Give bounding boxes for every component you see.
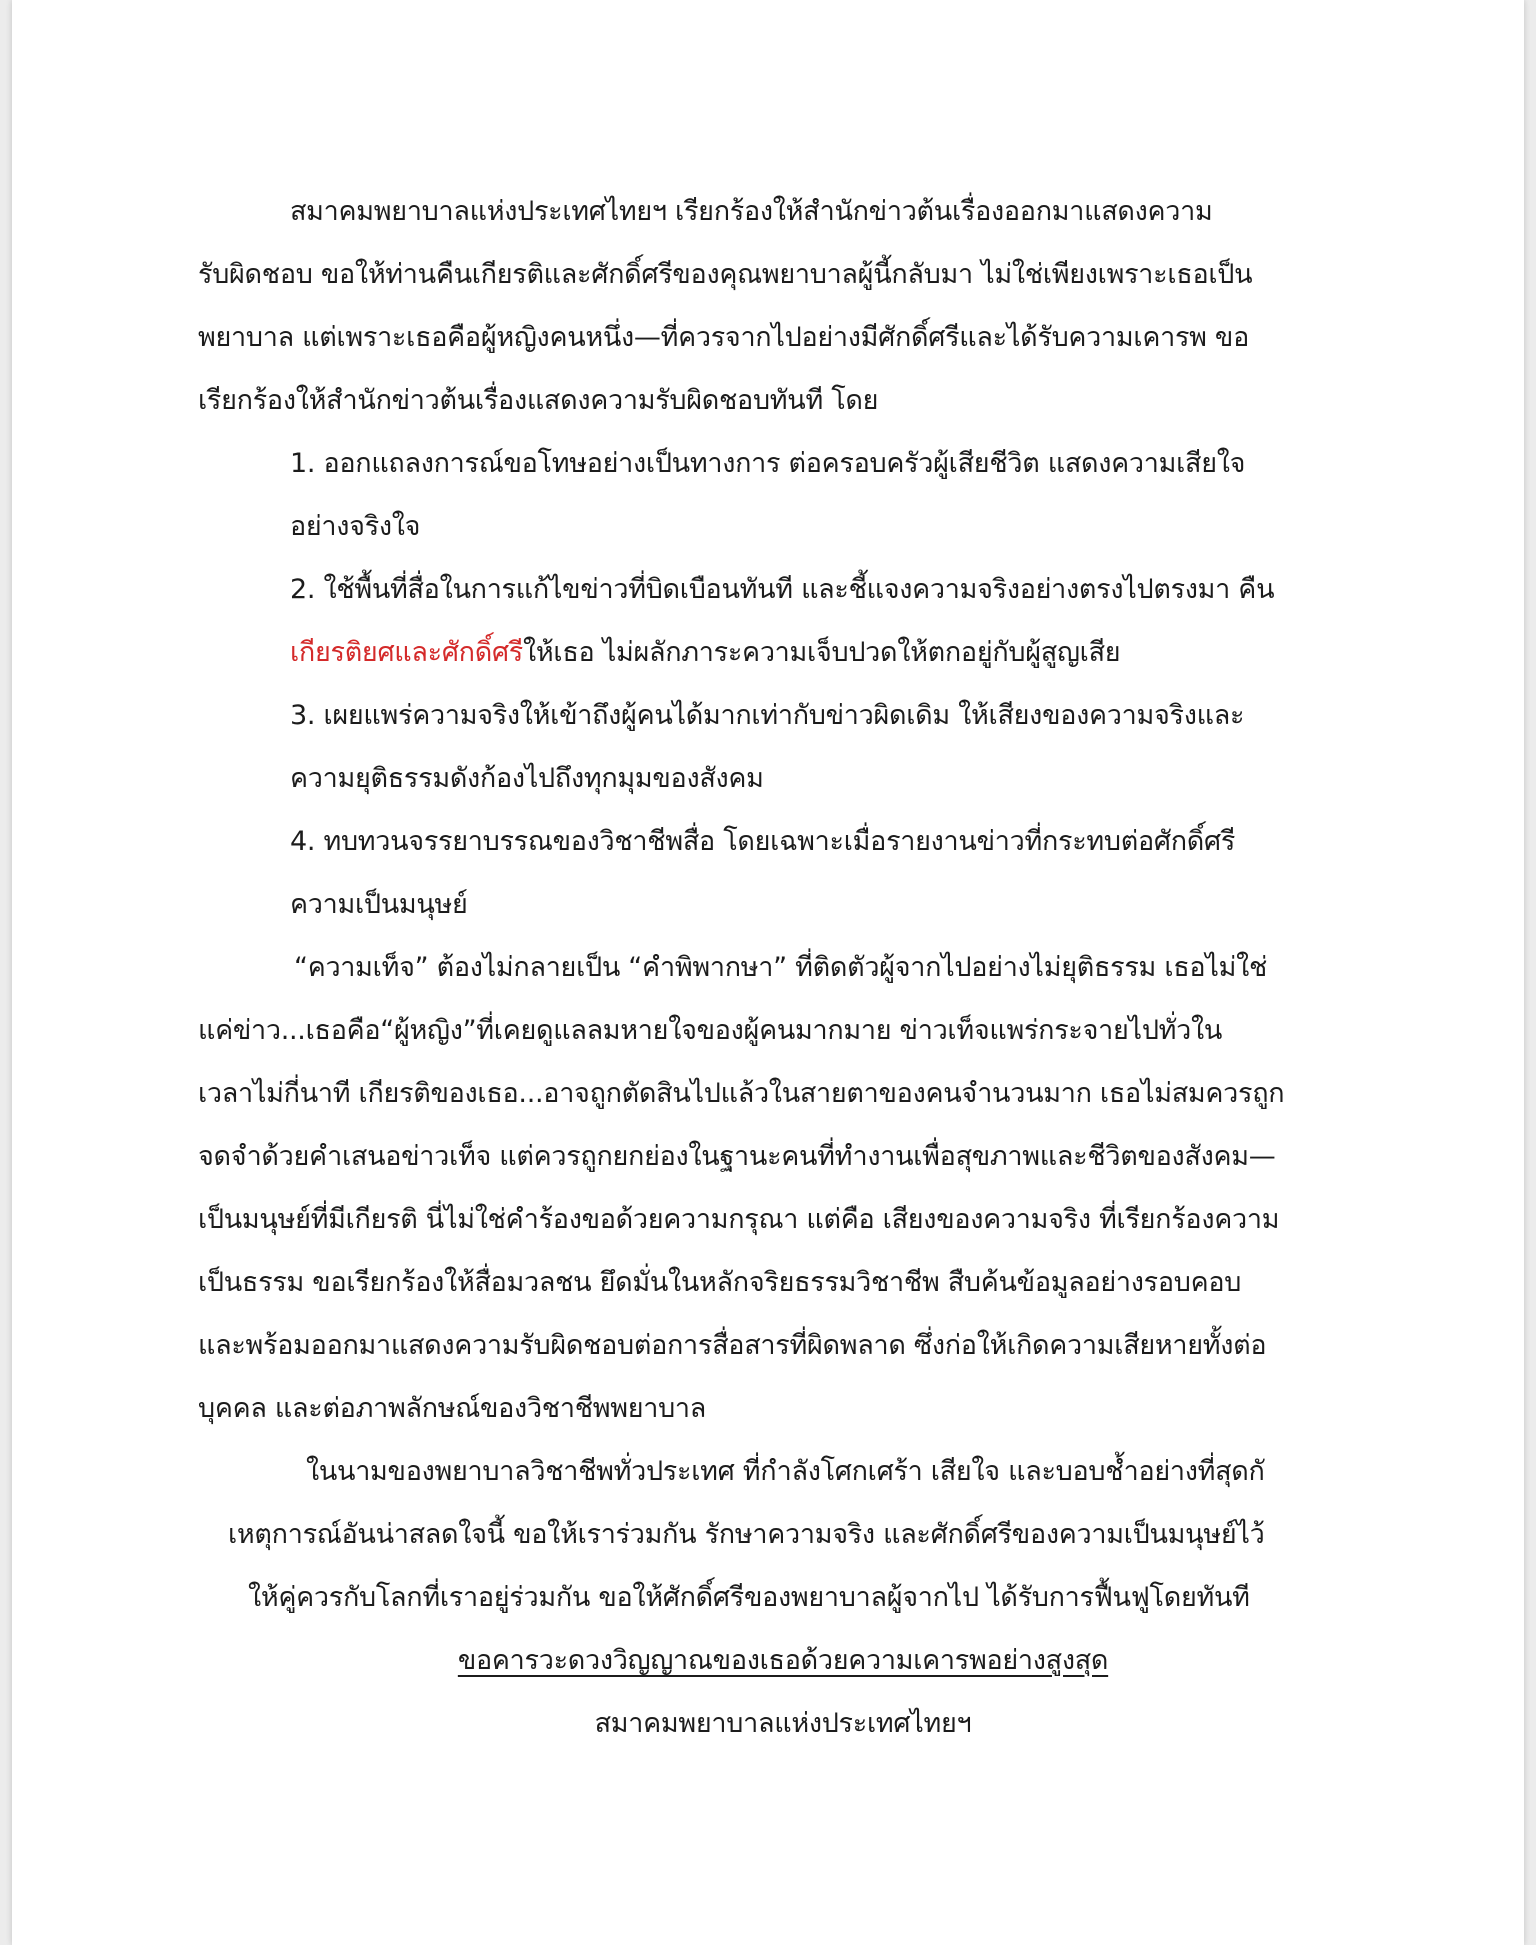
tribute-line	[198, 1629, 1368, 1692]
tribute-text: ขอคารวะดวงวิญญาณของเธอด้วยความเคารพอย่างสูงสุด	[457, 1645, 1109, 1676]
paragraph-line: “ความเท็จ” ต้องไม่กลายเป็น “คำพิพากษา” ที่ติดตัวผู้จากไปอย่างไม่ยุติธรรม เธอไม่ใช่	[294, 952, 1268, 983]
intro-line: เรียกร้องให้สำนักข่าวต้นเรื่องแสดงความรับผิดชอบทันที โดย	[198, 385, 879, 416]
demand-line: 3. เผยแพร่ความจริงให้เข้าถึงผู้คนได้มากเท่ากับข่าวผิดเดิม ให้เสียงของความจริงและ	[290, 700, 1245, 731]
paragraph-line: จดจำด้วยคำเสนอข่าวเท็จ แต่ควรถูกยกย่องในฐานะคนที่ทำงานเพื่อสุขภาพและชีวิตของสังคม—	[198, 1141, 1276, 1172]
paragraph-line: เวลาไม่กี่นาที เกียรติของเธอ...อาจถูกตัดสินไปแล้วในสายตาของคนจำนวนมาก เธอไม่สมควรถูก	[198, 1078, 1285, 1109]
demand-line: ความยุติธรรมดังก้องไปถึงทุกมุมของสังคม	[290, 763, 764, 794]
intro-line: รับผิดชอบ ขอให้ท่านคืนเกียรติและศักดิ์ศรีของคุณพยาบาลผู้นี้กลับมา ไม่ใช่เพียงเพราะเธอเป็น	[198, 259, 1253, 290]
demand-line: อย่างจริงใจ	[290, 511, 421, 542]
paragraph-line: และพร้อมออกมาแสดงความรับผิดชอบต่อการสื่อสารที่ผิดพลาด ซึ่งก่อให้เกิดความเสียหายทั้งต่อ	[198, 1330, 1267, 1361]
demand-line: 4. ทบทวนจรรยาบรรณของวิชาชีพสื่อ โดยเฉพาะเมื่อรายงานข่าวที่กระทบต่อศักดิ์ศรี	[290, 826, 1236, 857]
intro-line: สมาคมพยาบาลแห่งประเทศไทยฯ เรียกร้องให้สำนักข่าวต้นเรื่องออกมาแสดงความ	[290, 196, 1213, 227]
demand-line: ความเป็นมนุษย์	[290, 889, 468, 920]
demand-item-2	[198, 558, 1368, 684]
closing-line: ในนามของพยาบาลวิชาชีพทั่วประเทศ ที่กำลังโศกเศร้า เสียใจ และบอบช้ำอย่างที่สุดกั	[306, 1456, 1265, 1487]
document-page	[12, 0, 1524, 1945]
paragraph-line: เป็นธรรม ขอเรียกร้องให้สื่อมวลชน ยึดมั่นในหลักจริยธรรมวิชาชีพ สืบค้นข้อมูลอย่างรอบคอบ	[198, 1267, 1242, 1298]
paragraph-line: เป็นมนุษย์ที่มีเกียรติ นี่ไม่ใช่คำร้องขอด้วยความกรุณา แต่คือ เสียงของความจริง ที่เรียกร้องความ	[198, 1204, 1280, 1235]
demand-line	[198, 621, 1368, 684]
truth-paragraph	[198, 936, 1368, 1440]
demand-line: 1. ออกแถลงการณ์ขอโทษอย่างเป็นทางการ ต่อครอบครัวผู้เสียชีวิต แสดงความเสียใจ	[290, 448, 1246, 479]
closing-line: ให้คู่ควรกับโลกที่เราอยู่ร่วมกัน ขอให้ศักดิ์ศรีของพยาบาลผู้จากไป ได้รับการฟื้นฟูโดยทันที	[248, 1582, 1250, 1613]
intro-line: พยาบาล แต่เพราะเธอคือผู้หญิงคนหนึ่ง—ที่ควรจากไปอย่างมีศักดิ์ศรีและได้รับความเคารพ ขอ	[198, 322, 1250, 353]
intro-paragraph	[198, 180, 1368, 432]
demand-item-3	[198, 684, 1368, 810]
closing-line: เหตุการณ์อันน่าสลดใจนี้ ขอให้เราร่วมกัน รักษาความจริง และศักดิ์ศรีของความเป็นมนุษย์ไว้	[228, 1519, 1265, 1550]
highlighted-text: เกียรติยศและศักดิ์ศรี	[290, 637, 524, 668]
demand-text: ให้เธอ ไม่ผลักภาระความเจ็บปวดให้ตกอยู่กับผู้สูญเสีย	[523, 637, 1121, 668]
demand-list	[198, 432, 1368, 936]
closing-paragraph	[198, 1440, 1368, 1629]
demand-item-4	[198, 810, 1368, 936]
signature: สมาคมพยาบาลแห่งประเทศไทยฯ	[594, 1708, 972, 1739]
paragraph-line: แค่ข่าว...เธอคือ“ผู้หญิง”ที่เคยดูแลลมหายใจของผู้คนมากมาย ข่าวเท็จแพร่กระจายไปทั่วใน	[198, 1015, 1223, 1046]
demand-line: 2. ใช้พื้นที่สื่อในการแก้ไขข่าวที่บิดเบือนทันที และชี้แจงความจริงอย่างตรงไปตรงมา คืน	[290, 574, 1275, 605]
letter-body	[198, 180, 1368, 1755]
paragraph-line: บุคคล และต่อภาพลักษณ์ของวิชาชีพพยาบาล	[198, 1393, 707, 1424]
demand-item-1	[198, 432, 1368, 558]
